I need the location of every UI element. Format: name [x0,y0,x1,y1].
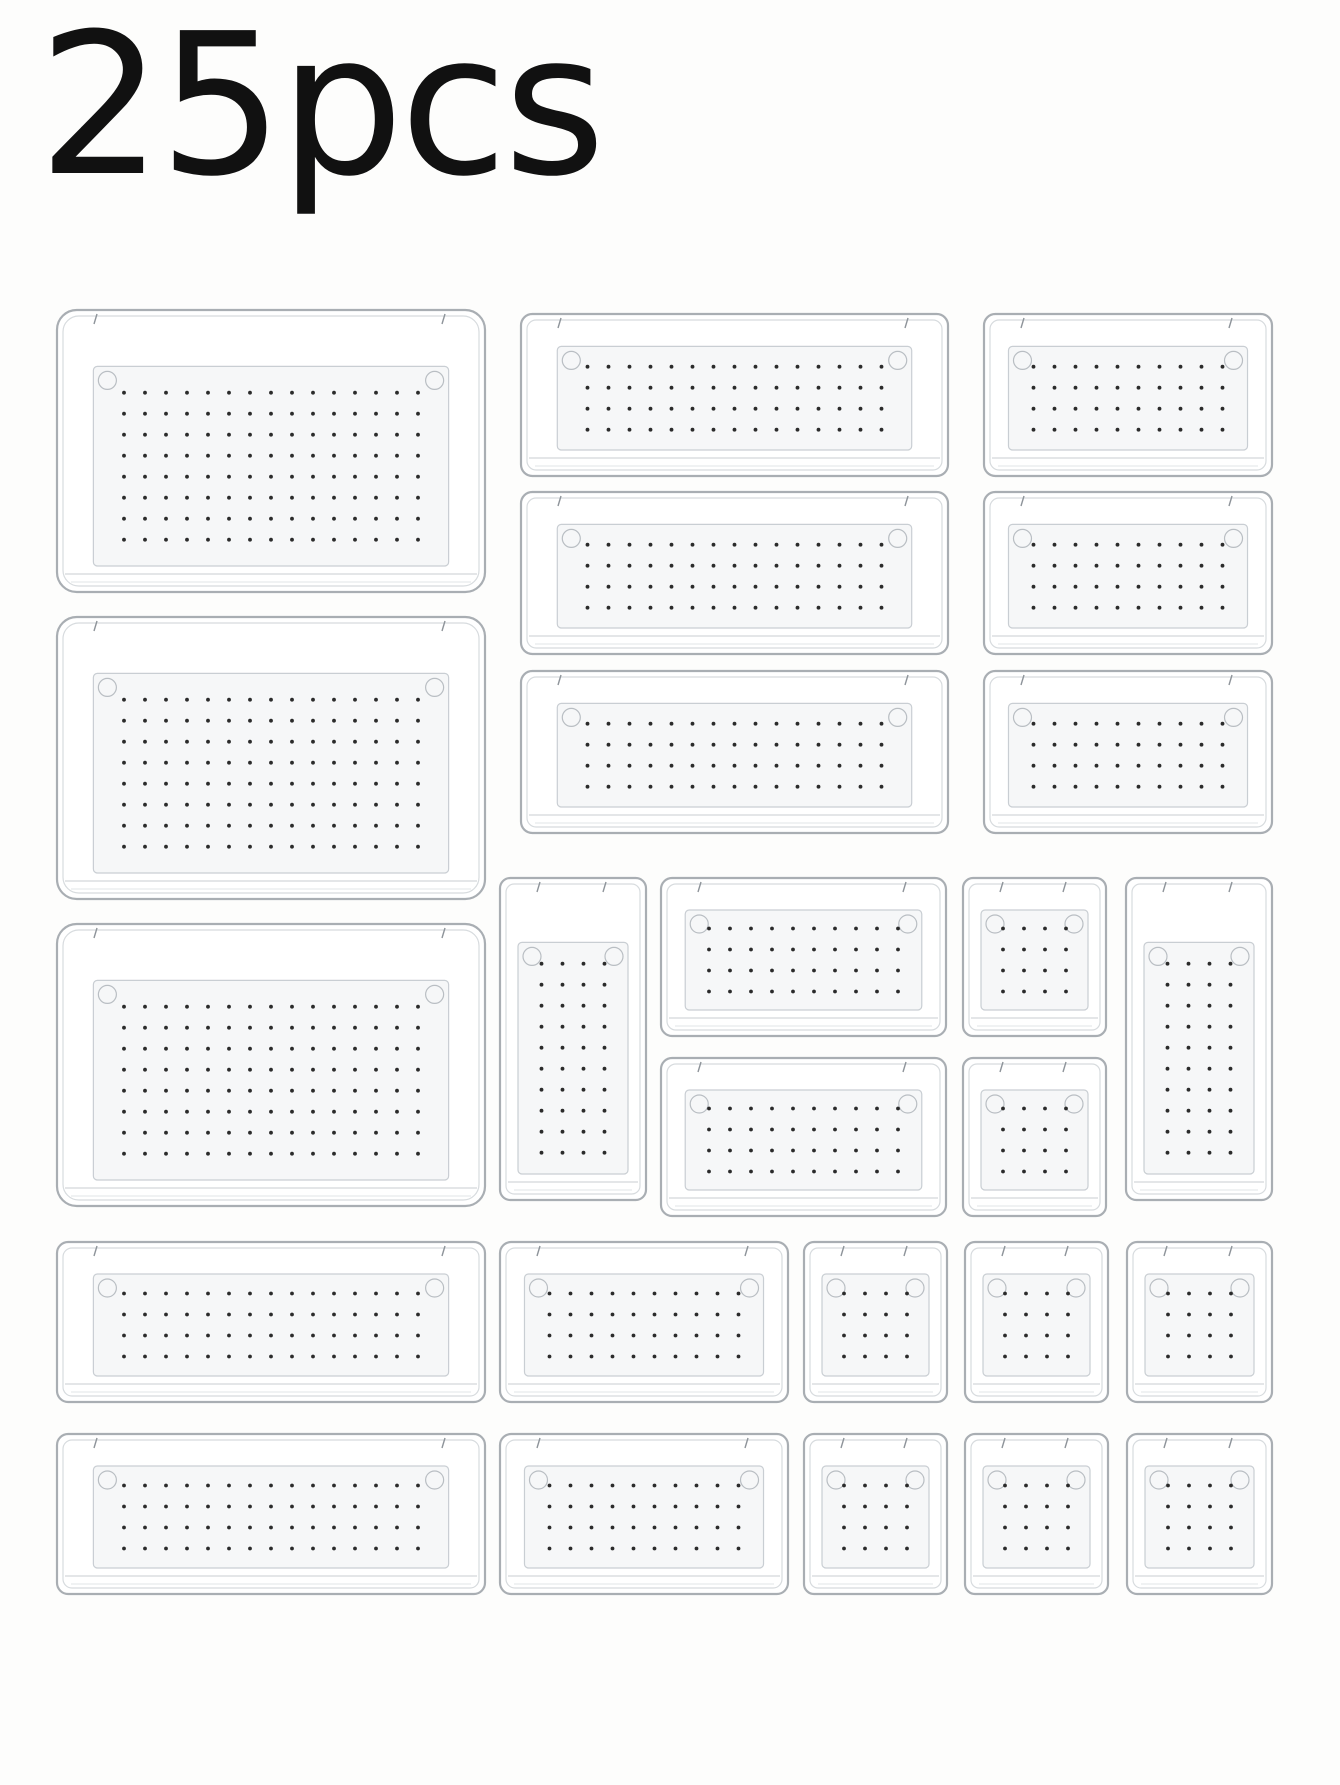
tray-12 [661,1058,946,1216]
tray-8 [984,492,1272,654]
tray-15 [1126,878,1272,1200]
tray-7 [984,314,1272,476]
tray-2 [57,617,485,899]
tray-3 [57,924,485,1206]
tray-16 [57,1242,485,1402]
piece-count-headline: 25pcs [38,0,602,220]
tray-6 [521,671,948,833]
tray-18 [500,1242,788,1402]
tray-24 [1127,1242,1272,1402]
tray-23 [965,1434,1108,1594]
tray-10 [500,878,646,1200]
tray-20 [804,1242,947,1402]
tray-1 [57,310,485,592]
tray-11 [661,878,946,1036]
tray-21 [804,1434,947,1594]
tray-19 [500,1434,788,1594]
tray-9 [984,671,1272,833]
tray-17 [57,1434,485,1594]
tray-13 [963,878,1106,1036]
tray-22 [965,1242,1108,1402]
tray-25 [1127,1434,1272,1594]
tray-5 [521,492,948,654]
tray-14 [963,1058,1106,1216]
tray-4 [521,314,948,476]
